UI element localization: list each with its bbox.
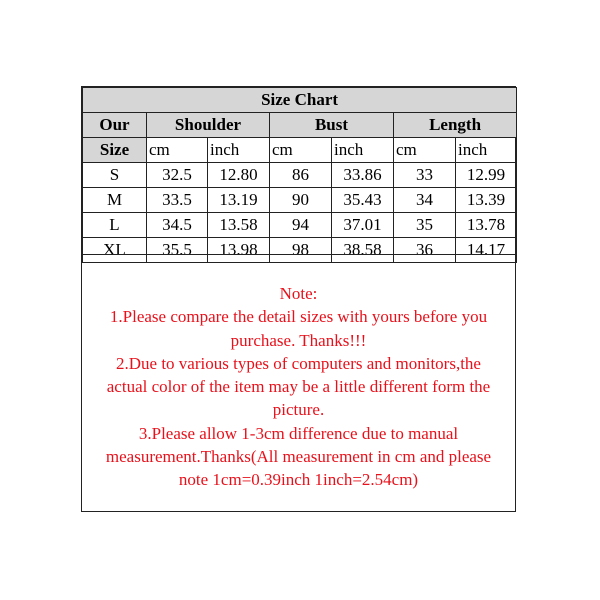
group-header-shoulder: Shoulder	[147, 113, 270, 138]
table-cell: 98	[270, 238, 332, 263]
size-chart	[81, 86, 516, 512]
unit-header: inch	[456, 138, 517, 163]
size-label: S	[83, 163, 147, 188]
table-cell: 37.01	[332, 213, 394, 238]
table-cell: 35.43	[332, 188, 394, 213]
unit-header-row	[83, 138, 517, 163]
size-label: XL	[83, 238, 147, 263]
table-cell: 86	[270, 163, 332, 188]
unit-header: cm	[270, 138, 332, 163]
table-title-row	[83, 88, 517, 113]
notes-section	[82, 254, 515, 511]
table-cell: 33	[394, 163, 456, 188]
table-cell: 12.80	[208, 163, 270, 188]
size-label: L	[83, 213, 147, 238]
table-cell: 36	[394, 238, 456, 263]
table-cell: 33.86	[332, 163, 394, 188]
table-cell: 13.98	[208, 238, 270, 263]
table-cell: 35.5	[147, 238, 208, 263]
group-header-length: Length	[394, 113, 517, 138]
unit-header: cm	[147, 138, 208, 163]
table-cell: 34.5	[147, 213, 208, 238]
group-header-bust: Bust	[270, 113, 394, 138]
table-row	[83, 213, 517, 238]
unit-header: inch	[208, 138, 270, 163]
table-cell: 94	[270, 213, 332, 238]
table-cell: 13.39	[456, 188, 517, 213]
table-cell: 38.58	[332, 238, 394, 263]
table-cell: 12.99	[456, 163, 517, 188]
note-line: 3.Please allow 1-3cm difference due to manual measurement.Thanks(All measurement in cm and please note 1cm=0.39inch 1inch=2.54cm)	[105, 423, 492, 490]
unit-header: cm	[394, 138, 456, 163]
table-cell: 13.58	[208, 213, 270, 238]
note-line: 2.Due to various types of computers and monitors,the actual color of the item may be a little different form the picture.	[106, 353, 491, 420]
table-cell: 32.5	[147, 163, 208, 188]
table-cell: 35	[394, 213, 456, 238]
table-row	[83, 163, 517, 188]
size-label: M	[83, 188, 147, 213]
note-line: 1.Please compare the detail sizes with yours before you purchase. Thanks!!!	[109, 307, 488, 350]
table-title: Size Chart	[83, 88, 517, 113]
table-cell: 33.5	[147, 188, 208, 213]
table-cell: 13.19	[208, 188, 270, 213]
table-cell: 13.78	[456, 213, 517, 238]
table-cell: 14.17	[456, 238, 517, 263]
unit-header: inch	[332, 138, 394, 163]
size-table	[82, 87, 517, 263]
group-header-row	[83, 113, 517, 138]
notes-heading: Note:	[279, 284, 318, 303]
table-cell: 34	[394, 188, 456, 213]
table-row	[83, 188, 517, 213]
size-header-bottom: Size	[83, 138, 147, 163]
table-cell: 90	[270, 188, 332, 213]
size-header-top: Our	[83, 113, 147, 138]
